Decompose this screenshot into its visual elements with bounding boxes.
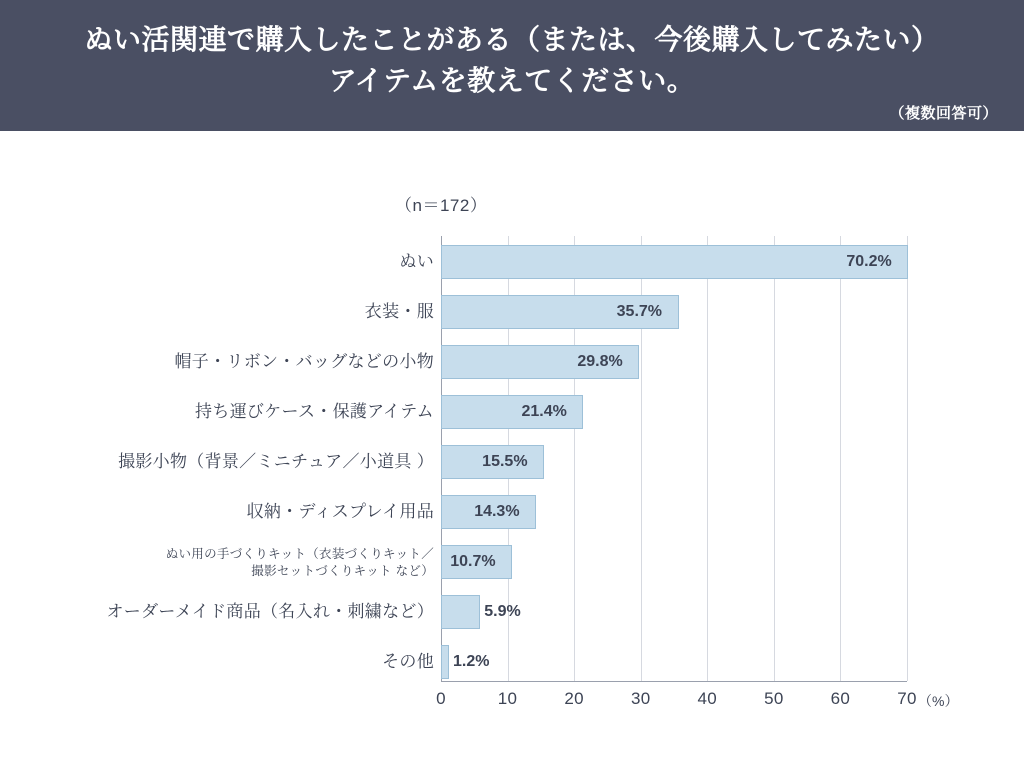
- bar-row: [0, 289, 1024, 335]
- x-axis-tick-label: 10: [497, 689, 518, 708]
- bar-value-label: 70.2%: [846, 253, 892, 270]
- bar: [441, 645, 449, 679]
- chart-header: [0, 0, 1024, 131]
- sample-size-label: （n＝172）: [395, 196, 488, 215]
- bar-row: [0, 439, 1024, 485]
- chart-body: [0, 131, 1024, 768]
- bar-value-label: 5.9%: [484, 603, 521, 620]
- bar-value-label: 15.5%: [482, 453, 528, 470]
- x-axis-tick-label: 60: [830, 689, 851, 708]
- x-axis-tick-label: 20: [564, 689, 584, 708]
- bar-category-label: ぬい用の手づくりキット（衣装づくりキット／ 撮影セットづくりキット など）: [165, 547, 434, 578]
- bar-row: [0, 639, 1024, 685]
- x-axis-tick-label: 0: [436, 689, 446, 708]
- bar: [441, 245, 908, 279]
- bar-row: [0, 589, 1024, 635]
- page-title: [0, 20, 1024, 101]
- x-axis-tick-label: 40: [697, 689, 718, 708]
- bar-category-label: 収納・ディスプレイ用品: [246, 502, 434, 521]
- bar-category-label: オーダーメイド商品（名入れ・刺繍など）: [106, 602, 434, 621]
- bar-value-label: 1.2%: [452, 653, 490, 670]
- multiple-answers-note: （複数回答可）: [889, 105, 998, 122]
- x-axis-tick-label: 50: [764, 689, 784, 708]
- page-title-line2: アイテムを教えてください。: [328, 64, 696, 96]
- bar-category-label: 衣装・服: [364, 302, 434, 321]
- bar-row: [0, 489, 1024, 535]
- bar-value-label: 10.7%: [450, 553, 496, 570]
- bar-value-label: 14.3%: [474, 503, 520, 520]
- bar-value-label: 35.7%: [616, 303, 663, 320]
- bar-row: [0, 539, 1024, 585]
- bar-plot: [0, 131, 1024, 768]
- bar-row: [0, 389, 1024, 435]
- bar-category-label: 撮影小物（背景／ミニチュア／小道具 ）: [118, 452, 434, 471]
- bar-row: [0, 239, 1024, 285]
- x-axis-tick-label: 70: [897, 689, 917, 708]
- page-title-line1: ぬい活関連で購入したことがある（または、今後購入してみたい）: [84, 24, 940, 55]
- x-axis-unit-label: （%）: [918, 693, 959, 709]
- bar-category-label: 持ち運びケース・保護アイテム: [195, 402, 434, 421]
- bar-category-label: 帽子・リボン・バッグなどの小物: [174, 352, 434, 371]
- bar: [441, 595, 480, 629]
- x-axis-tick-label: 30: [630, 689, 651, 708]
- bar-value-label: 29.8%: [577, 353, 623, 370]
- bar-category-label: ぬい: [399, 252, 434, 271]
- bar-value-label: 21.4%: [521, 403, 567, 420]
- bar-category-label: その他: [382, 652, 434, 671]
- bar-row: [0, 339, 1024, 385]
